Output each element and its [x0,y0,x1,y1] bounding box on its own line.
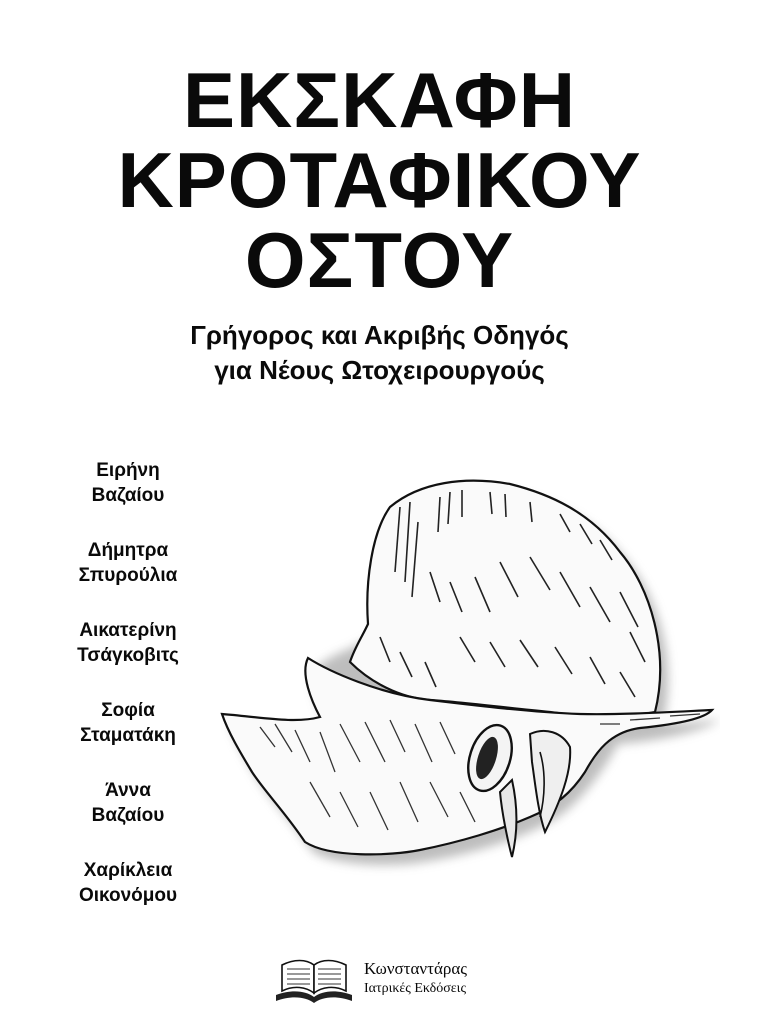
author [48,538,208,588]
publisher-text [364,959,467,999]
subtitle-line-2: για Νέους Ωτοχειρουργούς [214,355,545,385]
publisher-name: Κωνσταντάρας [364,959,467,978]
author-last-name: Βαζαίου [91,805,165,826]
author [48,858,208,908]
author-first-name: Σοφία [101,700,155,721]
author [48,698,208,748]
author-first-name: Άννα [105,780,151,801]
title-line-3: ΟΣΤΟΥ [244,216,515,304]
author-list [48,458,208,938]
subtitle-line-1: Γρήγορος και Ακριβής Οδηγός [190,320,569,350]
author-last-name: Σταματάκη [80,725,176,746]
author [48,778,208,828]
author-first-name: Χαρίκλεια [83,860,173,881]
publisher-imprint: Ιατρικές Εκδόσεις [364,981,466,996]
author-last-name: Τσάγκοβιτς [77,645,179,666]
author-first-name: Ειρήνη [96,460,160,481]
book-title [0,56,759,304]
author [48,618,208,668]
author-last-name: Βαζαίου [91,485,165,506]
publisher-block [272,955,512,1005]
title-line-2: ΚΡΟΤΑΦΙΚΟΥ [117,136,642,224]
author-last-name: Σπυρούλια [78,565,178,586]
book-subtitle [0,318,759,388]
author [48,458,208,508]
temporal-bone-sketch-icon [200,462,720,882]
author-last-name: Οικονόμου [78,885,178,906]
author-first-name: Δήμητρα [87,540,169,561]
open-book-logo-icon [272,955,356,1005]
title-line-1: ΕΚΣΚΑΦΗ [182,56,577,144]
author-first-name: Αικατερίνη [79,620,177,641]
